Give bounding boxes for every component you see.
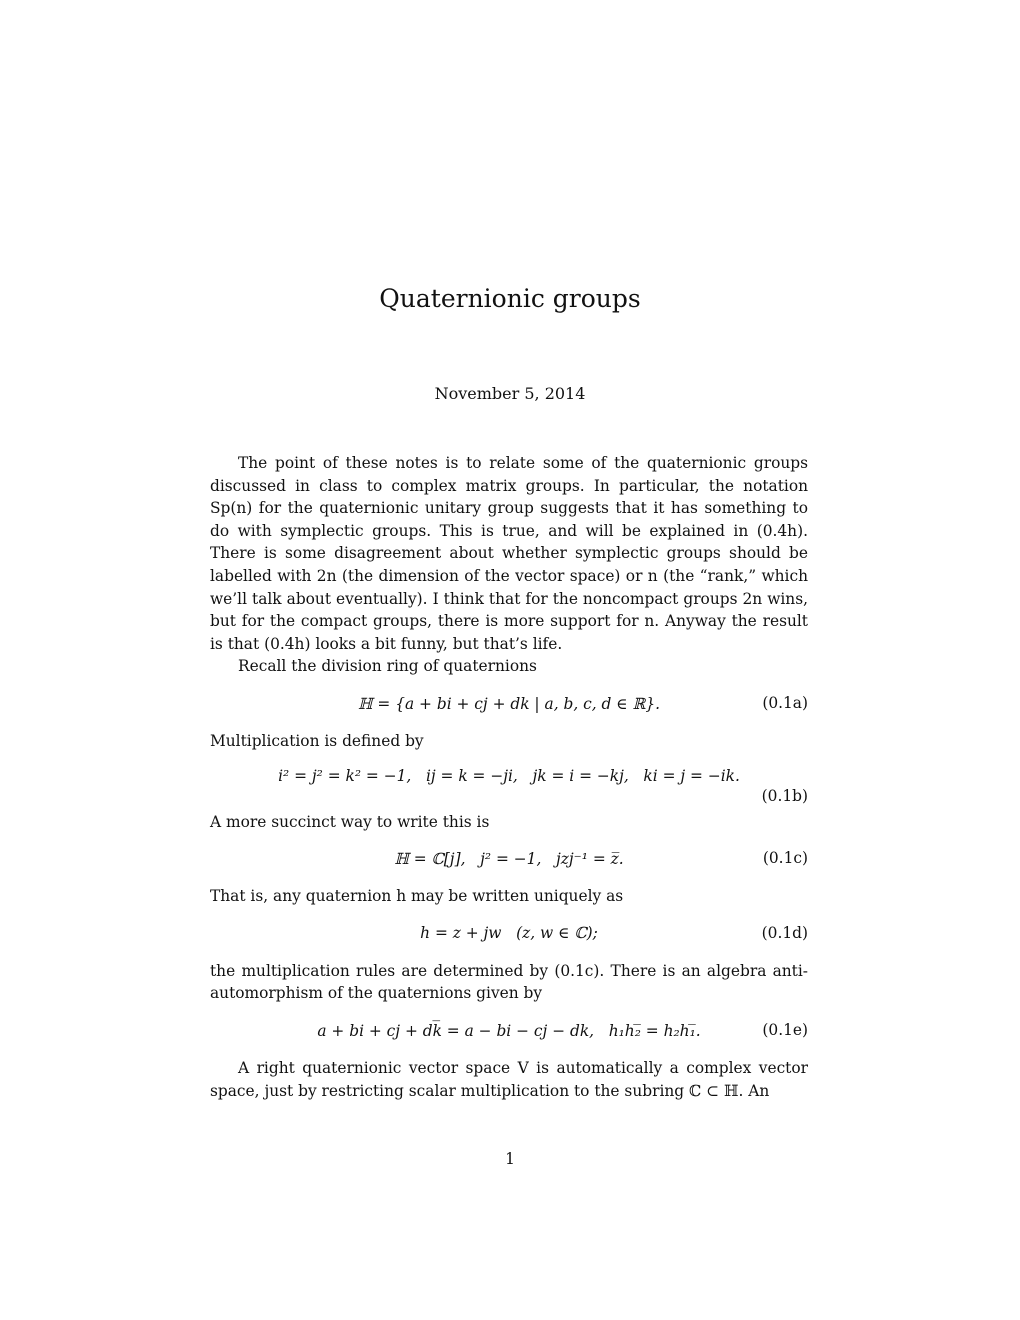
equation-0-1a-tag: (0.1a) (762, 693, 808, 712)
page-number: 1 (505, 1150, 515, 1168)
document-title: Quaternionic groups (379, 284, 641, 313)
equation-0-1d-body: h = z + jw (z, w ∈ ℂ); (420, 924, 598, 943)
equation-0-1b-body: i² = j² = k² = −1, ij = k = −ji, jk = i = −kj, ki = j = −ik. (278, 766, 740, 785)
equation-0-1c-body: ℍ = ℂ[j], j² = −1, jzj⁻¹ = z̅. (394, 849, 624, 868)
equation-0-1e-body: a + bi + cj + dk̅ = a − bi − cj − dk, h₁h₂̅ = h₂h₁̅. (317, 1021, 701, 1040)
equation-0-1d-tag: (0.1d) (761, 923, 808, 942)
paragraph-anti-automorphism: the multiplication rules are determined by (0.1c). There is an algebra anti-automorphism of the quaternions given by (210, 961, 808, 1003)
document-body (210, 452, 808, 1102)
equation-0-1c (210, 847, 808, 871)
equation-0-1c-tag: (0.1c) (762, 849, 808, 868)
equation-0-1d (210, 922, 808, 946)
paragraph-multiplication: Multiplication is defined by (210, 731, 424, 750)
equation-0-1e-tag: (0.1e) (762, 1020, 808, 1039)
paragraph-recall: Recall the division ring of quaternions (238, 657, 537, 676)
equation-0-1e (210, 1019, 808, 1043)
equation-0-1a-body: ℍ = {a + bi + cj + dk | a, b, c, d ∈ ℝ}. (357, 694, 661, 713)
equation-0-1b (210, 763, 808, 807)
paragraph-unique: That is, any quaternion h may be written uniquely as (210, 887, 624, 906)
paragraph-succinct: A more succinct way to write this is (210, 812, 490, 831)
document-date: November 5, 2014 (434, 384, 586, 403)
paragraph-intro: The point of these notes is to relate some of the quaternionic groups discussed in class to complex matrix groups. In particular, the notation Sp(n) for the quaternionic unitary group suggests that it has something to do with symplectic groups. This is true, and will be explained in (0.4h). There is some disagreement about whether symplectic groups should be labelled with 2n (the dimension of the vector space) or n (the “rank,” which we’ll talk about eventually). I think that for the noncompact groups 2n wins, but for the compact groups, there is more support for n. Anyway the result is that (0.4h) looks a bit funny, but that’s life. (210, 454, 808, 653)
paragraph-vector-space: A right quaternionic vector space V is automatically a complex vector space, just by restricting scalar multiplication to the subring ℂ ⊂ ℍ. An (210, 1058, 808, 1100)
equation-0-1a (210, 692, 808, 716)
equation-0-1b-tag: (0.1b) (761, 786, 808, 805)
